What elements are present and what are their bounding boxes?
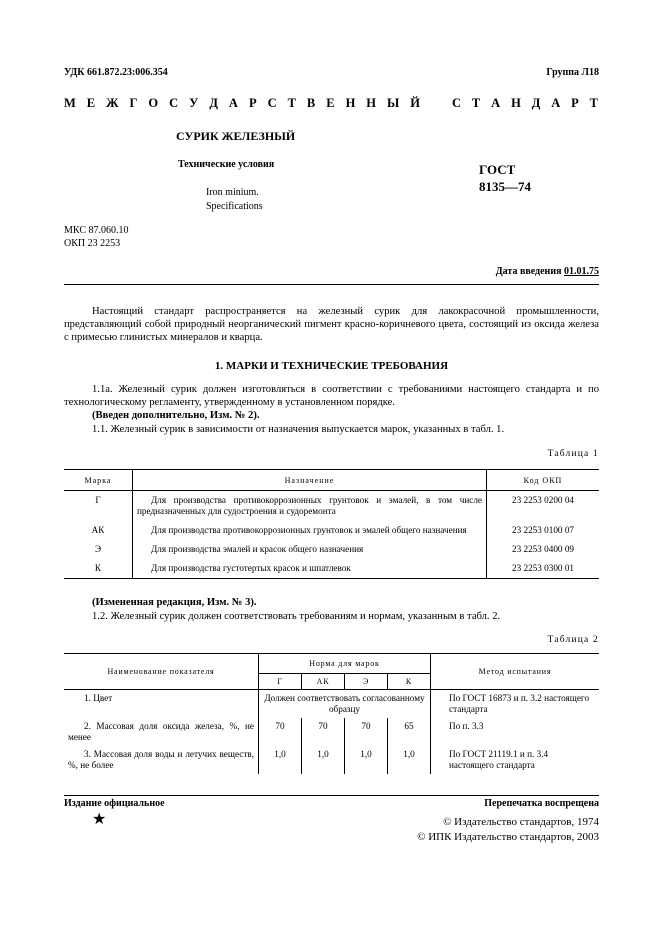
table-2-value: 1,0 <box>259 746 302 774</box>
table-2-indicator: 3. Массовая доля воды и летучих веществ, %, не более <box>64 746 259 774</box>
table-1-purpose: Для производства противокоррозионных грунтовок и эмалей общего назначения <box>133 521 487 540</box>
table-2-value: 1,0 <box>302 746 345 774</box>
english-title-name: Iron minium. <box>206 187 259 198</box>
paragraph-1-1: 1.1. Железный сурик в зависимости от назначения выпускается марок, указанных в табл. 1. <box>92 424 505 435</box>
table-1-header-code: Код ОКП <box>487 470 600 491</box>
table-2-header-mark: К <box>388 674 431 690</box>
gost-label: ГОСТ <box>479 162 516 177</box>
table-row <box>64 540 599 559</box>
group-code: Группа Л18 <box>546 67 599 78</box>
table-1-label: Таблица 1 <box>547 449 599 459</box>
table-2-header-norm: Норма для марок <box>259 654 431 674</box>
table-2-header-mark: Г <box>259 674 302 690</box>
standard-word-2: С Т А Н Д А Р Т <box>452 96 598 110</box>
table-1-mark: Г <box>64 491 133 522</box>
table-row <box>64 491 599 522</box>
table-1-mark: К <box>64 559 133 579</box>
table-1-header-purpose: Назначение <box>133 470 487 491</box>
table-2-value: 70 <box>302 718 345 746</box>
table-1-mark: Э <box>64 540 133 559</box>
table-1-code: 23 2253 0300 01 <box>487 559 600 579</box>
table-2-method: По ГОСТ 21119.1 и п. 3.4 настоящего стандарта <box>449 749 549 770</box>
standard-type-band <box>64 96 598 111</box>
table-1-purpose: Для производства противокоррозионных грунтовок и эмалей, в том числе предназначенных для судостроения и судоремонта <box>133 491 487 522</box>
table-1 <box>64 469 599 579</box>
reprint-prohibited-label: Перепечатка воспрещена <box>484 798 599 809</box>
table-1-header-mark: Марка <box>64 470 133 491</box>
copyright-line: © Издательство стандартов, 1974 <box>443 816 599 828</box>
table-2-header-mark: АК <box>302 674 345 690</box>
table-2-header-mark: Э <box>345 674 388 690</box>
table-row <box>64 718 599 746</box>
table-2-header-name: Наименование показателя <box>64 654 259 690</box>
english-title-subtitle: Specifications <box>206 201 263 212</box>
table-1-purpose: Для производства густотертых красок и шпатлевок <box>133 559 487 579</box>
classification-codes <box>64 224 128 250</box>
intro-paragraph: Настоящий стандарт распространяется на железный сурик для лакокрасочной промышленности, представляющий собой природный неорганический пигмент красно-коричневого цвета, состоящий из оксида железа с примесью глинистых минералов и кварца. <box>64 306 599 344</box>
table-2-method: По ГОСТ 16873 и п. 3.2 настоящего стандарта <box>449 693 590 714</box>
document-title: СУРИК ЖЕЛЕЗНЫЙ <box>176 129 296 143</box>
table-1-code: 23 2253 0400 09 <box>511 544 574 554</box>
gost-number: 8135—74 <box>479 179 531 194</box>
mks-code: МКС 87.060.10 <box>64 225 129 236</box>
table-1-code: 23 2253 0200 04 <box>511 495 574 505</box>
table-2-value: 1,0 <box>345 746 388 774</box>
table-2-indicator: 2. Массовая доля оксида железа, %, не менее <box>64 718 259 746</box>
table-2-indicator: 1. Цвет <box>64 690 259 719</box>
divider-line <box>64 284 599 285</box>
official-edition-label: Издание официальное <box>64 798 165 809</box>
intro-date-label: Дата введения <box>495 266 562 277</box>
gost-designation <box>479 161 531 195</box>
copyright-line: © ИПК Издательство стандартов, 2003 <box>417 831 599 843</box>
paragraph-1-1-note: (Измененная редакция, Изм. № 3). <box>92 597 257 608</box>
paragraph-1-2: 1.2. Железный сурик должен соответствовать требованиям и нормам, указанным в табл. 2. <box>92 611 501 622</box>
table-2-value: 65 <box>388 718 431 746</box>
table-1-code: 23 2253 0100 07 <box>511 525 574 535</box>
udk-code: УДК 661.872.23:006.354 <box>64 67 168 78</box>
table-2-value: 1,0 <box>388 746 431 774</box>
table-row <box>64 559 599 579</box>
standard-word-1: М Е Ж Г О С У Д А Р С Т В Е Н Н Ы Й <box>64 96 420 110</box>
table-1-purpose: Для производства эмалей и красок общего назначения <box>133 540 487 559</box>
okp-code: ОКП 23 2253 <box>64 238 121 249</box>
footer-divider <box>64 795 599 796</box>
table-2-value: 70 <box>259 718 302 746</box>
table-row <box>64 690 599 719</box>
copyright-block <box>417 815 599 845</box>
document-subtitle: Технические условия <box>178 159 275 170</box>
table-2-value: 70 <box>345 718 388 746</box>
table-row <box>64 521 599 540</box>
intro-date-value: 01.01.75 <box>564 266 599 277</box>
table-2-norm-merged: Должен соответствовать согласованному образцу <box>259 690 431 719</box>
table-2-method: По п. 3.3 <box>449 721 484 731</box>
section-title: 1. МАРКИ И ТЕХНИЧЕСКИЕ ТРЕБОВАНИЯ <box>214 360 449 372</box>
intro-date <box>496 266 599 277</box>
table-1-mark: АК <box>64 521 133 540</box>
english-title <box>206 186 263 214</box>
table-2-header-method: Метод испытания <box>431 654 600 690</box>
table-2-label: Таблица 2 <box>547 635 599 645</box>
star-icon: ★ <box>92 811 107 828</box>
paragraph-1-1a: 1.1а. Железный сурик должен изготовляться в соответствии с требованиями настоящего стандарта и по технологическому регламенту, утвержденному в установленном порядке. <box>64 384 599 409</box>
table-row <box>64 746 599 774</box>
table-2 <box>64 653 599 774</box>
paragraph-1-1a-note: (Введен дополнительно, Изм. № 2). <box>92 410 260 421</box>
